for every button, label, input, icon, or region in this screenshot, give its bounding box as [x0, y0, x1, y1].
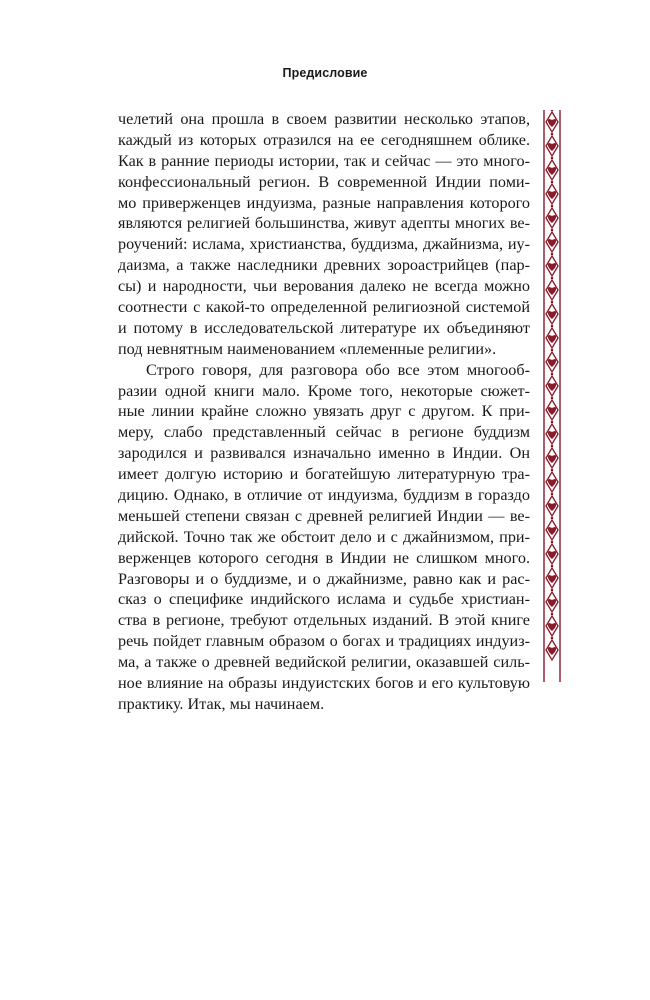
text-line: сказ о специфике индийского ислама и судьбе христиан-: [118, 590, 530, 609]
ornament-motif: [548, 599, 556, 607]
ornament-dot: [551, 637, 554, 640]
ornament-motif: [548, 191, 556, 199]
ornament-dot: [551, 589, 554, 592]
text-line: конфессиональный регион. В современной Индии поми-: [118, 172, 530, 191]
ornament-dot: [551, 253, 554, 256]
decorative-border-ornament: [543, 110, 561, 682]
ornament-dot: [551, 445, 554, 448]
text-line: даизма, а также наследники древних зороастрийцев (пар-: [118, 256, 530, 275]
text-line: имеет долгую историю и богатейшую литературную тра-: [118, 465, 530, 484]
text-line: ма, а также о древней ведийской религии, оказавшей силь-: [118, 653, 530, 672]
ornament-dot: [551, 110, 554, 111]
ornament-dot: [551, 469, 554, 472]
text-line: верженцев которого сегодня в Индии не слишком много.: [118, 548, 530, 567]
ornament-motif: [548, 335, 556, 343]
ornament-motif: [548, 359, 556, 367]
ornament-dot: [551, 493, 554, 496]
ornament-dot: [551, 229, 554, 232]
ornament-motif: [548, 143, 556, 151]
ornament-dot: [551, 541, 554, 544]
text-line: каждый из которых отразился на ее сегодняшнем облике.: [118, 130, 530, 149]
ornament-motif: [548, 167, 556, 175]
ornament-motif: [548, 527, 556, 535]
text-line: разии одной книги мало. Кроме того, некоторые сюжет-: [118, 381, 530, 400]
text-line: ства в регионе, требуют отдельных изданий. В этой книге: [118, 611, 530, 630]
running-header: Предисловие: [282, 66, 368, 80]
ornament-motif: [548, 263, 556, 271]
ornament-dot: [551, 133, 554, 136]
text-line: практику. Итак, мы начинаем.: [118, 694, 325, 713]
text-line: дийской. Точно так же обстоит дело и с джайнизмом, при-: [118, 527, 530, 546]
ornament-motif: [548, 431, 556, 439]
text-line: являются религией большинства, живут адепты многих ве-: [118, 214, 530, 233]
text-line: сы) и народности, чьи верования далеко не всегда можно: [118, 277, 530, 296]
text-line: челетий она прошла в своем развитии несколько этапов,: [118, 110, 530, 128]
ornament-motif: [548, 383, 556, 391]
ornament-dot: [551, 373, 554, 376]
text-line: меру, слабо представленный сейчас в регионе буддизм: [118, 423, 530, 442]
ornament-dot: [551, 517, 554, 520]
text-line: Строго говоря, для разговора обо все этом многооб-: [146, 360, 530, 379]
ornament-motif: [548, 575, 556, 583]
text-line: мо приверженцев индуизма, разные направления которого: [118, 193, 530, 212]
ornament-dot: [551, 397, 554, 400]
text-line: меньшей степени связан с древней религией Индии — ве-: [118, 506, 530, 525]
text-line: роучений: ислама, христианства, буддизма, джайнизма, иу-: [118, 235, 530, 254]
text-line: Разговоры и о буддизме, и о джайнизме, равно как и рас-: [118, 569, 530, 588]
text-line: ные линии крайне сложно увязать друг с другом. К при-: [118, 402, 530, 421]
ornament-dot: [551, 157, 554, 160]
ornament-dot: [551, 349, 554, 352]
ornament-motif: [548, 479, 556, 487]
ornament-motif: [548, 215, 556, 223]
ornament-dot: [551, 181, 554, 184]
text-line: Как в ранние периоды истории, так и сейчас — это много-: [118, 151, 530, 170]
paragraph: [118, 109, 530, 360]
ornament-motif: [548, 647, 556, 655]
text-line: соотнести с какой-то определенной религиозной системой: [118, 298, 530, 317]
ornament-dot: [551, 565, 554, 568]
ornament-dot: [551, 613, 554, 616]
ornament-dot: [551, 325, 554, 328]
ornament-motif: [548, 455, 556, 463]
ornament-motif: [548, 239, 556, 247]
text-line: зародился и развивался изначально именно в Индии. Он: [118, 444, 530, 463]
ornament-dot: [551, 301, 554, 304]
paragraph: [118, 360, 530, 715]
text-line: под невнятным наименованием «племенные религии».: [118, 339, 497, 358]
ornament-motif: [548, 623, 556, 631]
ornament-motif: [548, 311, 556, 319]
ornament-motif: [548, 119, 556, 127]
text-line: дицию. Однако, в отличие от индуизма, буддизм в гораздо: [118, 486, 530, 505]
text-line: ное влияние на образы индуистских богов и его культовую: [118, 674, 530, 693]
text-line: и потому в исследовательской литературе их объединяют: [118, 318, 530, 337]
text-line: речь пойдет главным образом о богах и традициях индуиз-: [118, 632, 530, 651]
ornament-motif: [548, 503, 556, 511]
ornament-dot: [551, 421, 554, 424]
ornament-motif: [548, 287, 556, 295]
body-text: [118, 109, 530, 715]
ornament-motif: [548, 551, 556, 559]
ornament-dot: [551, 277, 554, 280]
ornament-motif: [548, 407, 556, 415]
ornament-dot: [551, 205, 554, 208]
